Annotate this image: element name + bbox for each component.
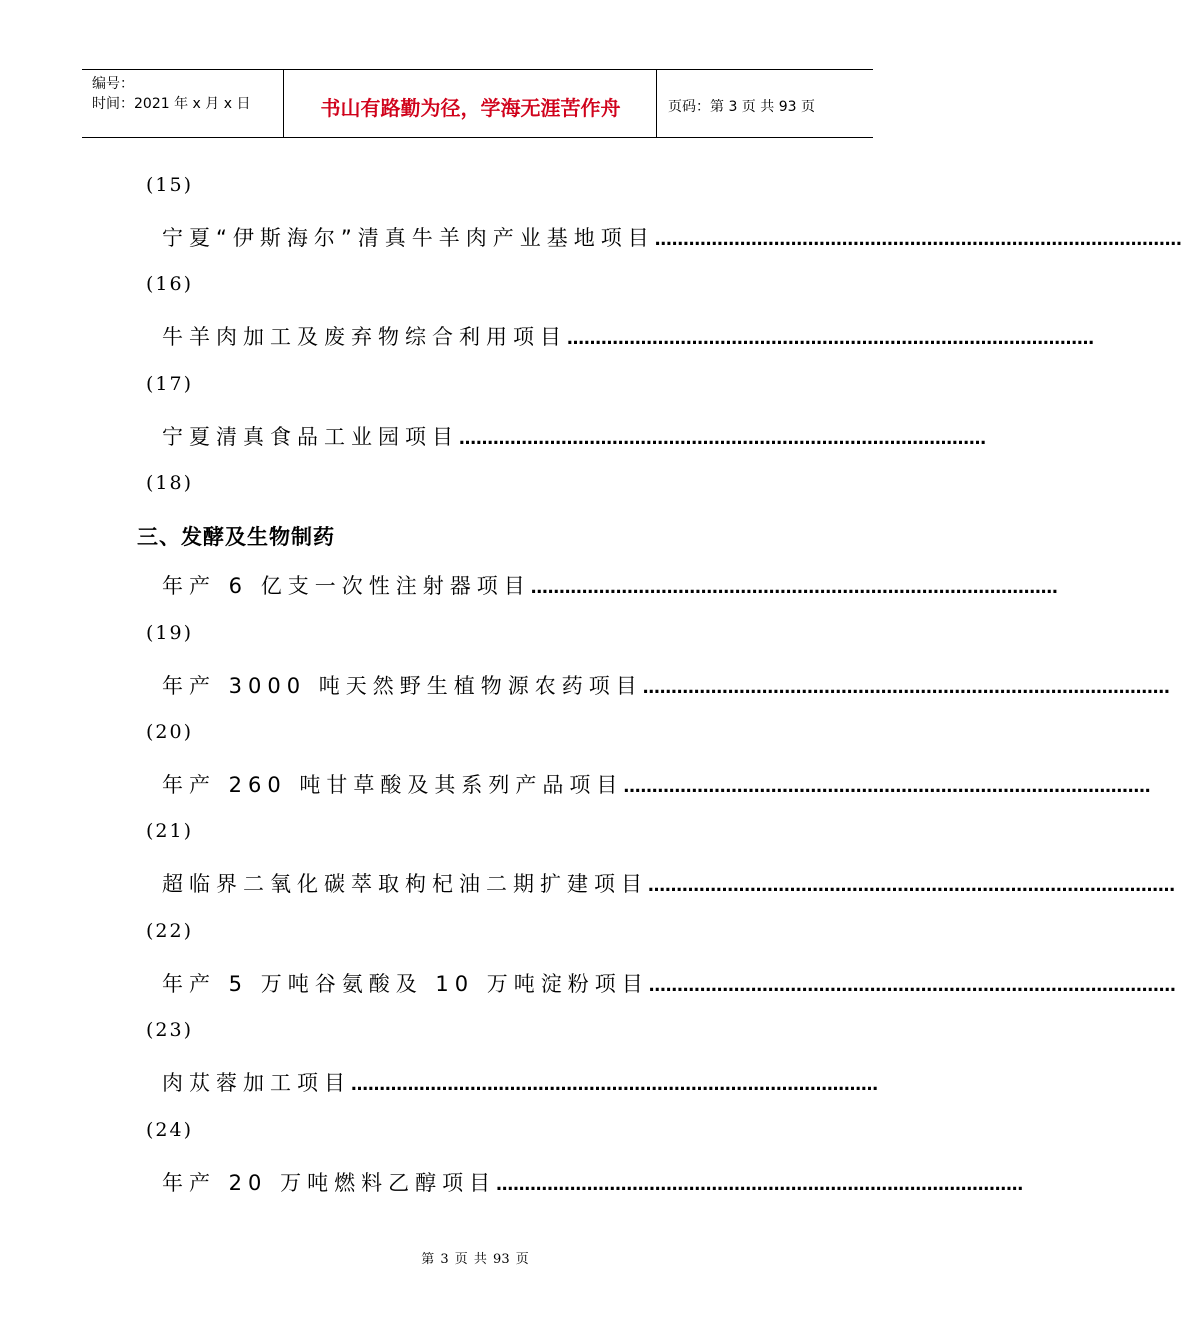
toc-entry-title: 年产 20 万吨燃料乙醇项目 [162,1171,497,1195]
entry-number: (15) [146,174,194,196]
toc-entry [162,222,1182,252]
dot-leader: ………………………………………………………………………………… [654,230,1182,250]
toc-entry-title: 年产 6 亿支一次性注射器项目 [162,574,531,598]
header-page-info: 页码：第 3 页 共 93 页 [668,98,815,115]
toc-entry [162,670,1170,700]
dot-leader: ………………………………………………………………………………… [351,1075,878,1095]
toc-entry-title: 年产 5 万吨谷氨酸及 10 万吨淀粉项目 [162,972,649,996]
entry-number: (22) [146,920,194,942]
page-header [82,69,873,138]
dot-leader: ………………………………………………………………………………… [642,678,1170,698]
entry-number: (20) [146,721,194,743]
toc-entry-title: 肉苁蓉加工项目 [162,1071,351,1095]
header-motto: 书山有路勤为径，学海无涯苦作舟 [285,70,657,137]
toc-entry [162,968,1176,998]
toc-entry [162,1167,1024,1197]
time-label: 时间：2021 年 x 月 x 日 [92,96,251,112]
entry-number: (23) [146,1019,194,1041]
toc-entry-title: 牛羊肉加工及废弃物综合利用项目 [162,325,567,349]
toc-entry [162,868,1175,898]
toc-entry [162,769,1151,799]
toc-entry-title: 宁夏清真食品工业园项目 [162,425,459,449]
dot-leader: ………………………………………………………………………………… [530,578,1058,598]
dot-leader: ………………………………………………………………………………… [567,329,1094,349]
toc-entry-title: 超临界二氧化碳萃取枸杞油二期扩建项目 [162,872,648,896]
toc-entry-title: 宁夏“伊斯海尔”清真牛羊肉产业基地项目 [162,226,655,250]
dot-leader: ………………………………………………………………………………… [496,1175,1024,1195]
dot-leader: ………………………………………………………………………………… [648,976,1176,996]
entry-number: (21) [146,820,194,842]
toc-entry-title: 年产 3000 吨天然野生植物源农药项目 [162,674,643,698]
dot-leader: ………………………………………………………………………………… [648,876,1175,896]
header-meta [82,70,284,137]
section-heading: 三、发酵及生物制药 [137,525,335,549]
toc-entry-title: 年产 260 吨甘草酸及其系列产品项目 [162,773,624,797]
number-label: 编号： [92,76,134,92]
toc-entry [162,570,1058,600]
entry-number: (24) [146,1119,194,1141]
entry-number: (19) [146,622,194,644]
entry-number: (16) [146,273,194,295]
dot-leader: ………………………………………………………………………………… [459,429,986,449]
entry-number: (18) [146,472,194,494]
page-footer: 第 3 页 共 93 页 [421,1252,529,1267]
toc-entry [162,1067,878,1097]
dot-leader: ………………………………………………………………………………… [623,777,1151,797]
entry-number: (17) [146,373,194,395]
toc-entry [162,321,1094,351]
toc-entry [162,421,986,451]
